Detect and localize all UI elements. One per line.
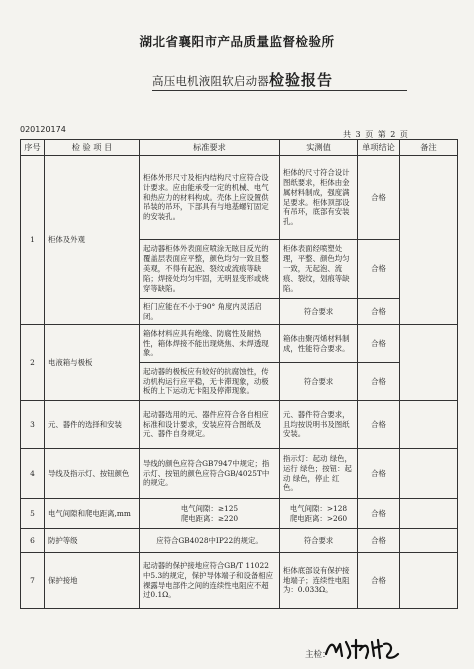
- row-requirement: 电气间隙：≥125 爬电距离：≥220: [140, 499, 280, 529]
- row-conclusion: 合格: [358, 553, 400, 609]
- row-note: [400, 325, 458, 401]
- row-measured: 柜体表面经喷塑处理，平整、颜色均匀一致，无起泡、流痕、裂纹，划痕等缺陷。: [280, 240, 358, 299]
- row-item: 防护等级: [45, 529, 140, 553]
- row-measured: 符合要求: [280, 529, 358, 553]
- row-requirement: 起动器选用的元、器件应符合各自相应标准和设计要求，安装应符合图纸及元、器件自身规定。: [140, 401, 280, 449]
- header-item: 检 验 项 目: [45, 140, 140, 156]
- row-conclusion: 合格: [358, 499, 400, 529]
- inspector-label: 主检：: [305, 650, 331, 660]
- row-item: 电液箱与极板: [45, 325, 140, 401]
- row-measured: 柜体的尺寸符合设计图纸要求，柜体由金属材料制成，强度满足要求。柜体顶部设有吊环，底部有安装孔。: [280, 156, 358, 240]
- row-measured: 符合要求: [280, 299, 358, 325]
- table-row: [21, 449, 458, 499]
- table-row: [21, 156, 458, 240]
- row-conclusion: 合格: [358, 401, 400, 449]
- row-note: [400, 499, 458, 529]
- row-measured: 元、器件符合要求，且均按说明书及图纸安装。: [280, 401, 358, 449]
- row-no: 6: [21, 529, 45, 553]
- row-requirement: 起动器的保护接地应符合GB/T 11022中5.3的规定，保护导体端子和设备相应裸露导电部件之间的连续性电阻应不超过0.1Ω。: [140, 553, 280, 609]
- row-conclusion: 合格: [358, 325, 400, 363]
- row-conclusion: 合格: [358, 240, 400, 299]
- row-measured: 电气间隙：>128 爬电距离：>260: [280, 499, 358, 529]
- row-requirement: 导线的颜色应符合GB7947中规定；指示灯、按钮的颜色应符合GB/4025T中的规定。: [140, 449, 280, 499]
- row-no: 5: [21, 499, 45, 529]
- row-requirement: 起动器的极板应有较好的抗腐蚀性，传动机构运行应平稳，无卡滞现象，动极板的上下运动无卡阻及停滞现象。: [140, 363, 280, 401]
- row-measured: 符合要求: [280, 363, 358, 401]
- table-row: [21, 325, 458, 363]
- page-total-label: 共: [343, 130, 351, 139]
- row-item: 柜体及外观: [45, 156, 140, 325]
- row-conclusion: 合格: [358, 299, 400, 325]
- row-note: [400, 449, 458, 499]
- header-no: 序号: [21, 140, 45, 156]
- report-number: 020120174: [20, 125, 66, 134]
- row-conclusion: 合格: [358, 363, 400, 401]
- row-requirement: 柜体外形尺寸及柜内结构尺寸应符合设计要求。应由能承受一定的机械、电气和热应力的材料构成。壳体上应设置供吊装的吊环，下部具有与地基螺钉固定的安装孔。: [140, 156, 280, 240]
- table-row: [21, 529, 458, 553]
- row-no: 3: [21, 401, 45, 449]
- report-title: [152, 69, 412, 90]
- table-row: [21, 553, 458, 609]
- row-no: 4: [21, 449, 45, 499]
- handwritten-signature: [322, 636, 402, 662]
- row-no: 1: [21, 156, 45, 325]
- header-note: 备注: [400, 140, 458, 156]
- row-note: [400, 553, 458, 609]
- page-total: 3: [355, 130, 361, 139]
- row-no: 7: [21, 553, 45, 609]
- title-underline: [152, 90, 407, 91]
- row-conclusion: 合格: [358, 156, 400, 240]
- row-item: 保护接地: [45, 553, 140, 609]
- report-title-main: 检验报告: [269, 71, 334, 89]
- table-row: [21, 499, 458, 529]
- row-measured: 指示灯：起动 绿色，运行 绿色；按钮：起动 绿色，停止 红色。: [280, 449, 358, 499]
- header-conclusion: 单项结论: [358, 140, 400, 156]
- table-row: [21, 401, 458, 449]
- header-requirement: 标准要求: [140, 140, 280, 156]
- row-requirement: 应符合GB4028中IP22的规定。: [140, 529, 280, 553]
- inspection-table: [20, 139, 458, 609]
- organization-title: 湖北省襄阳市产品质量监督检验所: [139, 34, 335, 49]
- row-requirement: 柜门应能在不小于90° 角度内灵活启闭。: [140, 299, 280, 325]
- row-measured: 箱体由聚丙烯材料制成，性能符合要求。: [280, 325, 358, 363]
- row-conclusion: 合格: [358, 529, 400, 553]
- page-unit: 页: [365, 130, 374, 139]
- page-current: 2: [390, 130, 396, 139]
- row-item: 电气间隙和爬电距离,mm: [45, 499, 140, 529]
- row-item: 元、器件的选择和安装: [45, 401, 140, 449]
- page-unit: 页: [399, 130, 408, 139]
- row-requirement: 箱体材料应具有绝缘、防腐性及耐热性，箱体焊接不能出现烧焦、未焊透现象。: [140, 325, 280, 363]
- row-item: 导线及指示灯、按钮颜色: [45, 449, 140, 499]
- header-measured: 实测值: [280, 140, 358, 156]
- row-note: [400, 401, 458, 449]
- row-requirement: 起动器柜体外表面应喷涂无眩目反光的覆盖层表面应平整，颜色均匀一致且整美观，不得有起泡、裂纹或流痕等缺陷；焊接处均匀牢固，无明显变形或烧穿等缺陷。: [140, 240, 280, 299]
- page-current-label: 第: [377, 130, 386, 139]
- row-measured: 柜体底部设有保护接地端子；连续性电阻为：0.033Ω。: [280, 553, 358, 609]
- table-header-row: [21, 140, 458, 156]
- row-conclusion: 合格: [358, 449, 400, 499]
- row-note: [400, 529, 458, 553]
- report-title-product: 高压电机液阻软启动器: [152, 74, 269, 88]
- row-note: [400, 156, 458, 325]
- row-no: 2: [21, 325, 45, 401]
